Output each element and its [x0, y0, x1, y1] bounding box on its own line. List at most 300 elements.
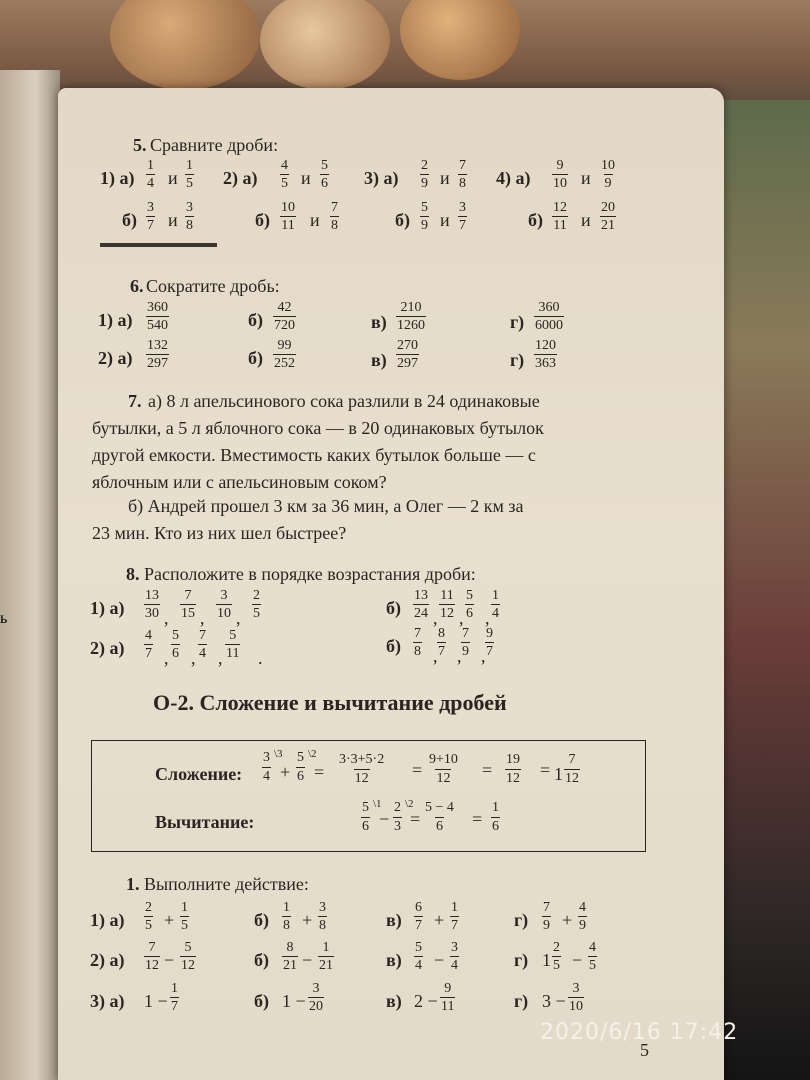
fraction: [413, 588, 429, 621]
item-label: 4) а): [496, 168, 531, 188]
denominator: 9: [579, 918, 586, 933]
item-label: в): [371, 350, 387, 370]
numerator: 5: [297, 750, 304, 765]
denominator: 7: [415, 918, 422, 933]
exercise-title: Сократите дробь:: [146, 276, 280, 296]
numerator: 20: [601, 200, 615, 215]
multiplier-mark: \3: [274, 748, 283, 760]
numerator: 9: [444, 981, 452, 996]
item-label: в): [371, 312, 387, 332]
fraction: [458, 158, 467, 191]
numerator: 7: [331, 200, 338, 215]
book-page: [58, 88, 724, 1080]
comma-separator: ,: [200, 608, 205, 628]
item-label: в): [386, 950, 402, 970]
operator: −: [379, 809, 390, 829]
exercise-title: Расположите в порядке возрастания дроби:: [144, 564, 476, 584]
denominator: 21: [319, 958, 333, 973]
item-label: 1) а): [100, 168, 135, 188]
fraction: [588, 940, 597, 973]
denominator: 12: [440, 606, 454, 621]
denominator: 20: [309, 999, 323, 1014]
denominator: 4: [451, 958, 458, 973]
item-label: б): [528, 210, 543, 230]
operator: −: [302, 950, 313, 970]
numerator: 10: [601, 158, 615, 173]
fraction: [414, 940, 423, 973]
denominator: 5: [181, 918, 188, 933]
numerator: 5 − 4: [425, 800, 454, 815]
denominator: 8: [459, 176, 466, 191]
numerator: 11: [440, 588, 454, 603]
conjunction: и: [440, 210, 450, 230]
item-label: б): [248, 310, 263, 330]
numerator: 3: [263, 750, 270, 765]
numerator: 270: [397, 338, 418, 353]
numerator: 7: [184, 588, 192, 603]
item-label: г): [514, 991, 529, 1011]
fraction: [420, 200, 429, 233]
denominator: 7: [145, 646, 152, 661]
conjunction: и: [581, 210, 591, 230]
fraction: [262, 750, 271, 785]
fraction: [491, 588, 500, 621]
fraction: [600, 158, 616, 191]
fraction: [552, 158, 568, 191]
exercise-number: 6.: [130, 276, 144, 296]
fraction: [320, 158, 329, 191]
whole-number: 3 −: [542, 991, 566, 1011]
fraction: [330, 200, 339, 233]
item-label: 2) а): [223, 168, 258, 188]
numerator: 4: [579, 900, 586, 915]
denominator: 9: [604, 176, 612, 191]
numerator: 2: [145, 900, 152, 915]
numerator: 1: [322, 940, 330, 955]
operator: =: [540, 760, 551, 780]
fraction: [491, 800, 500, 835]
photo-timestamp: 2020/6/16 17:42: [540, 1020, 739, 1045]
comma-separator: ,: [191, 648, 196, 668]
item-label: б): [254, 910, 269, 930]
numerator: 360: [538, 300, 560, 315]
denominator: 5: [281, 176, 288, 191]
operator: −: [164, 950, 175, 970]
operator: =: [412, 760, 423, 780]
margin-letter: ь: [0, 610, 8, 627]
denominator: 6: [466, 606, 473, 621]
fraction: [144, 588, 160, 621]
subtraction-label: Вычитание:: [155, 812, 255, 832]
denominator: 297: [147, 356, 168, 371]
denominator: 12: [436, 771, 451, 786]
exercise-number: 8.: [126, 564, 140, 584]
fraction: [465, 588, 474, 621]
item-label: 2) а): [90, 950, 125, 970]
numerator: 2: [253, 588, 260, 603]
conjunction: и: [310, 210, 320, 230]
section-divider: [100, 243, 217, 247]
numerator: 210: [400, 300, 422, 315]
fraction: [252, 588, 261, 621]
numerator: 4: [589, 940, 596, 955]
numerator: 5: [321, 158, 328, 173]
numerator: 360: [147, 300, 168, 315]
denominator: 540: [147, 318, 168, 333]
numerator: 120: [535, 338, 556, 353]
denominator: 7: [451, 918, 458, 933]
fraction: [600, 200, 616, 233]
numerator: 7: [543, 900, 550, 915]
fraction: [428, 752, 459, 787]
denominator: 11: [441, 999, 455, 1014]
exercise-number: 7.: [128, 391, 142, 411]
denominator: 11: [226, 646, 240, 661]
numerator: 3: [572, 981, 580, 996]
multiplier-mark: \2: [308, 748, 317, 760]
fraction: [273, 300, 296, 333]
comma-separator: ,: [218, 648, 223, 668]
onion-illustration: [260, 0, 390, 90]
denominator: 12: [506, 771, 520, 786]
operator: +: [434, 910, 445, 930]
numerator: 7: [199, 628, 206, 643]
numerator: 7: [414, 626, 421, 641]
numerator: 132: [147, 338, 168, 353]
item-label: б): [254, 991, 269, 1011]
fraction: [461, 626, 470, 659]
numerator: 5: [415, 940, 422, 955]
item-label: б): [255, 210, 270, 230]
previous-page-edge: [0, 70, 60, 1080]
denominator: 6: [321, 176, 328, 191]
fraction: [185, 158, 194, 191]
numerator: 5: [184, 940, 192, 955]
operator: =: [314, 762, 325, 782]
denominator: 15: [181, 606, 195, 621]
fraction: [146, 300, 169, 333]
comma-separator: ,: [164, 648, 169, 668]
comma-separator: ,: [164, 608, 169, 628]
numerator: 5: [229, 628, 237, 643]
numerator: 2: [421, 158, 428, 173]
numerator: 1: [171, 981, 178, 996]
denominator: 6000: [535, 318, 563, 333]
item-label: б): [386, 598, 401, 618]
fraction: [225, 628, 240, 661]
denominator: 1260: [397, 318, 425, 333]
denominator: 12: [354, 771, 369, 786]
multiplier-mark: \1: [373, 798, 382, 810]
comma-separator: ,: [481, 646, 486, 666]
item-label: г): [510, 312, 525, 332]
denominator: 9: [462, 644, 469, 659]
item-label: в): [386, 910, 402, 930]
fraction: [361, 800, 370, 835]
operator: −: [434, 950, 445, 970]
denominator: 7: [459, 218, 466, 233]
numerator: 6: [415, 900, 422, 915]
fraction: [144, 628, 153, 661]
denominator: 11: [553, 218, 567, 233]
fraction: [396, 300, 426, 333]
operator: =: [410, 809, 421, 829]
denominator: 9: [421, 218, 428, 233]
denominator: 21: [601, 218, 615, 233]
denominator: 252: [274, 356, 295, 371]
onion-illustration: [110, 0, 260, 90]
whole-number: 1 −: [144, 991, 168, 1011]
denominator: 5: [253, 606, 260, 621]
comma-separator: ,: [433, 608, 438, 628]
item-label: б): [254, 950, 269, 970]
comma-separator: ,: [485, 608, 490, 628]
numerator: 3: [319, 900, 326, 915]
denominator: 10: [553, 176, 567, 191]
denominator: 8: [186, 218, 193, 233]
denominator: 11: [281, 218, 295, 233]
conjunction: и: [168, 210, 178, 230]
fraction: [450, 940, 459, 973]
exercise-title: Сравните дроби:: [150, 135, 279, 155]
whole-number: 1: [554, 764, 563, 784]
problem-text-line: другой емкости. Вместимость каких бутылок больше — с: [92, 445, 536, 465]
problem-text-line: б) Андрей прошел 3 км за 36 мин, а Олег — 2 км за: [128, 496, 524, 516]
item-label: б): [395, 210, 410, 230]
numerator: 9: [556, 158, 564, 173]
fraction: [424, 800, 455, 835]
operator: −: [572, 950, 583, 970]
exercise-title: Выполните действие:: [144, 874, 309, 894]
fraction: [171, 628, 180, 661]
fraction: [458, 200, 467, 233]
denominator: 9: [543, 918, 550, 933]
fraction: [144, 900, 153, 933]
operator: +: [164, 910, 175, 930]
exercise-number: 5.: [133, 135, 147, 155]
item-label: 3) а): [90, 991, 125, 1011]
denominator: 5: [589, 958, 596, 973]
numerator: 9+10: [429, 752, 458, 767]
numerator: 1: [147, 158, 154, 173]
denominator: 720: [274, 318, 295, 333]
fraction: [308, 981, 324, 1014]
numerator: 13: [414, 588, 428, 603]
item-label: 1) а): [90, 598, 125, 618]
denominator: 7: [438, 644, 445, 659]
numerator: 1: [492, 588, 499, 603]
item-label: г): [514, 910, 529, 930]
problem-text-line: бутылки, а 5 л яблочного сока — в 20 одинаковых бутылок: [92, 418, 544, 438]
exercise-number: 1.: [126, 874, 140, 894]
fraction: [440, 981, 455, 1014]
fraction: [552, 200, 568, 233]
numerator: 3: [220, 588, 228, 603]
fraction: [534, 300, 564, 333]
denominator: 6: [362, 819, 369, 834]
denominator: 4: [199, 646, 206, 661]
fraction: [564, 752, 580, 787]
denominator: 8: [331, 218, 338, 233]
conjunction: и: [440, 168, 450, 188]
numerator: 1: [451, 900, 458, 915]
item-label: б): [248, 348, 263, 368]
problem-text-line: 23 мин. Кто из них шел быстрее?: [92, 523, 347, 543]
fraction: [280, 158, 289, 191]
fraction: [144, 940, 160, 973]
fraction: [552, 940, 561, 973]
item-label: б): [386, 636, 401, 656]
numerator: 5: [172, 628, 179, 643]
fraction: [338, 752, 385, 787]
numerator: 3: [459, 200, 466, 215]
numerator: 7: [568, 752, 576, 767]
conjunction: и: [168, 168, 178, 188]
denominator: 7: [171, 999, 178, 1014]
comma-separator: ,: [236, 608, 241, 628]
numerator: 10: [281, 200, 295, 215]
whole-number: 2 −: [414, 991, 438, 1011]
numerator: 7: [148, 940, 156, 955]
fraction: [146, 338, 169, 371]
denominator: 6: [492, 819, 499, 834]
fraction: [180, 588, 196, 621]
comma-separator: ,: [459, 608, 464, 628]
denominator: 8: [319, 918, 326, 933]
denominator: 8: [414, 644, 421, 659]
numerator: 4: [281, 158, 288, 173]
item-label: б): [122, 210, 137, 230]
denominator: 12: [181, 958, 195, 973]
operator: =: [482, 760, 493, 780]
conjunction: и: [301, 168, 311, 188]
numerator: 7: [459, 158, 466, 173]
conjunction: и: [581, 168, 591, 188]
fraction: [420, 158, 429, 191]
numerator: 3: [186, 200, 193, 215]
denominator: 10: [569, 999, 583, 1014]
denominator: 12: [565, 771, 579, 786]
operator: +: [302, 910, 313, 930]
denominator: 5: [186, 176, 193, 191]
numerator: 2: [394, 800, 401, 815]
denominator: 8: [283, 918, 290, 933]
fraction: [450, 900, 459, 933]
fraction: [318, 940, 334, 973]
numerator: 9: [486, 626, 493, 641]
section-title: О-2. Сложение и вычитание дробей: [153, 690, 507, 715]
denominator: 9: [421, 176, 428, 191]
numerator: 3: [312, 981, 320, 996]
numerator: 5: [362, 800, 369, 815]
fraction: [273, 338, 296, 371]
fraction: [280, 200, 296, 233]
multiplier-mark: \2: [405, 798, 414, 810]
fraction: [578, 900, 587, 933]
item-label: 3) а): [364, 168, 399, 188]
addition-label: Сложение:: [155, 764, 243, 784]
numerator: 1: [492, 800, 499, 815]
denominator: 3: [394, 819, 401, 834]
numerator: 8: [286, 940, 294, 955]
fraction: [318, 900, 327, 933]
whole-number: 1 −: [282, 991, 306, 1011]
item-label: г): [514, 950, 529, 970]
background-salad: [715, 100, 810, 1080]
numerator: 99: [277, 338, 292, 353]
numerator: 42: [277, 300, 292, 315]
operator: =: [472, 809, 483, 829]
numerator: 2: [553, 940, 560, 955]
item-label: 1) а): [90, 910, 125, 930]
numerator: 1: [181, 900, 188, 915]
item-label: 2) а): [98, 348, 133, 368]
comma-separator: ,: [457, 646, 462, 666]
denominator: 21: [283, 958, 297, 973]
denominator: 7: [147, 218, 154, 233]
numerator: 3: [451, 940, 458, 955]
fraction: [180, 900, 189, 933]
fraction: [396, 338, 419, 371]
numerator: 8: [438, 626, 445, 641]
numerator: 3: [147, 200, 154, 215]
problem-text-line: а) 8 л апельсинового сока разлили в 24 одинаковые: [148, 391, 540, 411]
problem-text-line: яблочным или с апельсиновым соком?: [92, 472, 387, 492]
denominator: 5: [145, 918, 152, 933]
denominator: 24: [414, 606, 428, 621]
denominator: 10: [217, 606, 231, 621]
fraction: [146, 200, 155, 233]
denominator: 12: [145, 958, 159, 973]
fraction: [437, 626, 446, 659]
operator: +: [280, 762, 291, 782]
fraction: [282, 940, 298, 973]
fraction: [282, 900, 291, 933]
operator: +: [562, 910, 573, 930]
numerator: 5: [466, 588, 473, 603]
fraction: [216, 588, 232, 621]
period: .: [258, 648, 263, 668]
denominator: 6: [172, 646, 179, 661]
denominator: 30: [145, 606, 159, 621]
item-label: 2) а): [90, 638, 125, 658]
denominator: 4: [492, 606, 499, 621]
denominator: 7: [486, 644, 493, 659]
denominator: 297: [397, 356, 418, 371]
fraction: [534, 338, 557, 371]
whole-number: 1: [542, 950, 551, 970]
numerator: 1: [186, 158, 193, 173]
denominator: 6: [297, 769, 304, 784]
fraction: [542, 900, 551, 933]
fraction: [180, 940, 196, 973]
fraction: [413, 626, 422, 659]
denominator: 6: [435, 819, 443, 834]
fraction: [185, 200, 194, 233]
denominator: 4: [415, 958, 422, 973]
page-number: 5: [640, 1040, 649, 1060]
comma-separator: ,: [433, 646, 438, 666]
denominator: 4: [263, 769, 270, 784]
fraction: [296, 750, 305, 785]
denominator: 5: [553, 958, 560, 973]
fraction: [146, 158, 155, 191]
item-label: г): [510, 350, 525, 370]
numerator: 5: [421, 200, 428, 215]
fraction: [170, 981, 179, 1014]
fraction: [393, 800, 402, 835]
numerator: 1: [283, 900, 290, 915]
